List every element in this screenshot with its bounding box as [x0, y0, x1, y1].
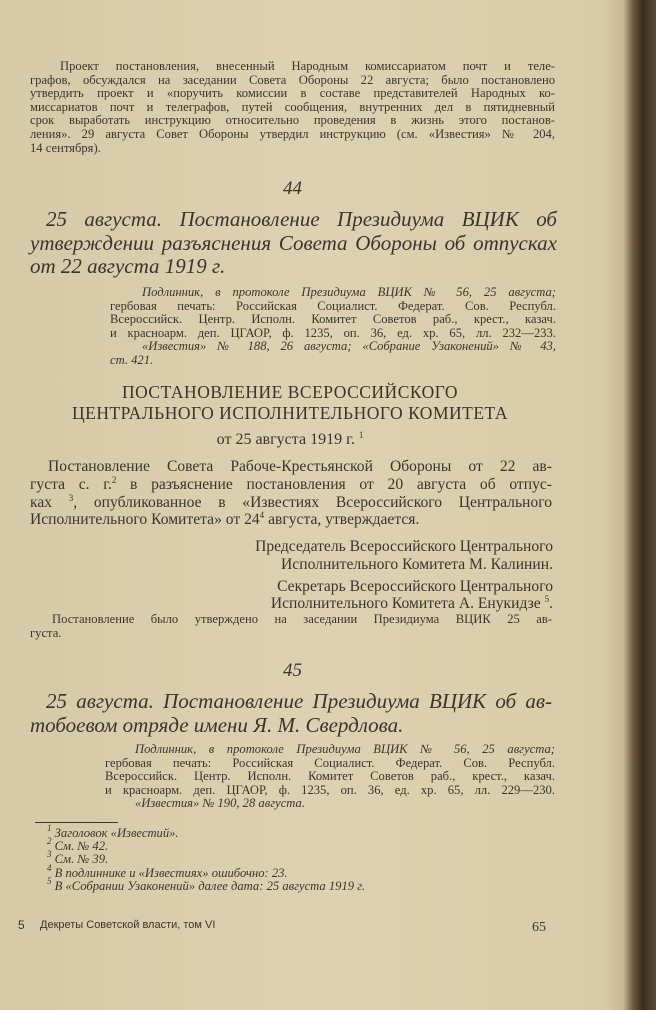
- title-line: 25 августа. Постановление Президиума ВЦИК об ав-: [46, 689, 552, 713]
- document-title: [30, 208, 557, 279]
- signatures: [150, 538, 553, 613]
- footnote-number: 3: [47, 849, 52, 860]
- footnote-text: В «Собрании Узаконений» далее дата: 25 августа 1919 г.: [54, 878, 366, 893]
- footnote-text: См. № 42.: [54, 839, 109, 854]
- text-line: Постановление Совета Рабоче-Крестьянской Обороны от 22 ав-: [48, 458, 552, 475]
- footnote-ref: 3: [68, 492, 74, 503]
- text-line: Всероссийск. Центр. Исполн. Комитет Советов раб., крест., казач.: [105, 769, 555, 784]
- date-text: от 25 августа 1919 г.: [216, 431, 355, 448]
- heading-line: ЦЕНТРАЛЬНОГО ИСПОЛНИТЕЛЬНОГО КОМИТЕТА: [72, 403, 508, 423]
- text: в разъяснение постановления от 20 августа об отпус-: [116, 475, 552, 493]
- footnote-number: 1: [47, 823, 52, 833]
- text: Исполнительного Комитета А. Енукидзе: [270, 595, 541, 613]
- intro-note: [30, 60, 555, 155]
- footnote-number: 2: [47, 836, 52, 847]
- signature-line: Председатель Всероссийского Центрального: [255, 538, 553, 555]
- text-line: ления». 29 августа Совет Обороны утвердил инструкцию (см. «Известия» № 204,: [30, 126, 555, 141]
- text-line: [30, 494, 552, 512]
- title-line: 25 августа. Постановление Президиума ВЦИК об: [46, 207, 557, 231]
- footnote: [47, 836, 547, 854]
- text: густа с. г.: [30, 475, 112, 493]
- text: Исполнительного Комитета» от 24: [30, 511, 260, 529]
- text-line: 14 сентября).: [30, 140, 101, 155]
- footnote-ref: 1: [358, 430, 364, 440]
- text: , опубликованное в «Известиях Всероссийского Центрального: [73, 493, 552, 511]
- footnote-ref: 5: [544, 594, 550, 605]
- text-line: гербовая печать: Российская Социалист. Федерат. Сов. Республ.: [110, 298, 556, 313]
- footnote-number: 5: [47, 875, 52, 886]
- signature-line: Секретарь Всероссийского Центрального: [277, 577, 553, 595]
- text-line: гербовая печать: Российская Социалист. Федерат. Сов. Республ.: [105, 755, 555, 770]
- document-number: 44: [283, 178, 302, 199]
- text-line: [30, 476, 552, 494]
- footnote-ref: 4: [259, 510, 265, 521]
- book-title: Декреты Советской власти, том VI: [40, 919, 216, 931]
- text-line: [30, 511, 552, 529]
- document-number: 45: [283, 660, 302, 681]
- footnote-text: В подлиннике и «Известиях» ошибочно: 23.: [54, 865, 288, 880]
- text: августа, утверждается.: [264, 511, 420, 529]
- text-line: «Известия» № 190, 28 августа.: [135, 796, 305, 811]
- text-line: утвердить проект и «поручить комиссии в составе представителей Народных ко-: [30, 86, 555, 101]
- text-line: Проект постановления, внесенный Народным комиссариатом почт и теле-: [60, 59, 555, 73]
- text-line: Подлинник, в протоколе Президиума ВЦИК № 56, 25 августа;: [142, 285, 556, 299]
- footnote-ref: 2: [111, 474, 117, 485]
- text-line: графов, обсуждался на заседании Совета Обороны 22 августа; было постановлено: [30, 72, 555, 87]
- footnotes: [47, 823, 547, 893]
- text-line: и красноарм. деп. ЦГАОР, ф. 1235, оп. 36, ед. хр. 65, лл. 232—233.: [110, 325, 556, 340]
- decree-date: [30, 429, 550, 450]
- source-citation: [105, 743, 555, 811]
- decree-body: [30, 458, 552, 529]
- text: ках: [30, 493, 69, 511]
- title-line: тобоевом отряде имени Я. М. Свердлова.: [30, 712, 404, 737]
- footnote-number: 4: [47, 862, 52, 873]
- text-line: Подлинник, в протоколе Президиума ВЦИК № 56, 25 августа;: [135, 742, 555, 756]
- text-line: миссариатов почт и телеграфов, путей сообщения, внутренних дел в пятидневный: [30, 99, 555, 114]
- text-line: Постановление было утверждено на заседании Президиума ВЦИК 25 ав-: [52, 612, 552, 626]
- footnote-text: См. № 39.: [54, 852, 109, 867]
- text-line: и красноарм. деп. ЦГАОР, ф. 1235, оп. 36, ед. хр. 65, лл. 229—230.: [105, 782, 555, 797]
- text-line: Всероссийск. Центр. Исполн. Комитет Советов раб., крест., казач.: [110, 312, 556, 327]
- decree-heading: [30, 382, 550, 450]
- text-line: срок выработать инструкцию относительно проведения в жизнь этого постанов-: [30, 113, 555, 128]
- text-line: ст. 421.: [110, 352, 154, 367]
- footnote: [47, 875, 547, 893]
- signature-line: Исполнительного Комитета М. Калинин.: [281, 555, 553, 573]
- footnote-text: Заголовок «Известий».: [54, 826, 179, 840]
- title-line: утверждении разъяснения Совета Обороны об отпусках: [30, 230, 557, 255]
- page-number: 65: [532, 920, 546, 935]
- signature-mark: 5: [18, 918, 25, 932]
- source-citation: [110, 286, 556, 368]
- approval-note: [30, 613, 552, 640]
- footnote: [47, 823, 547, 840]
- heading-line: ПОСТАНОВЛЕНИЕ ВСЕРОССИЙСКОГО: [121, 382, 459, 402]
- text-line: «Известия» № 188, 26 августа; «Собрание Узаконений» № 43,: [142, 339, 556, 354]
- document-title: [30, 690, 552, 737]
- text-line: густа.: [30, 625, 62, 640]
- signature-line: Исполнительного Комитета А. Енукидзе $^5$.: [270, 594, 553, 613]
- title-line: от 22 августа 1919 г.: [30, 254, 226, 278]
